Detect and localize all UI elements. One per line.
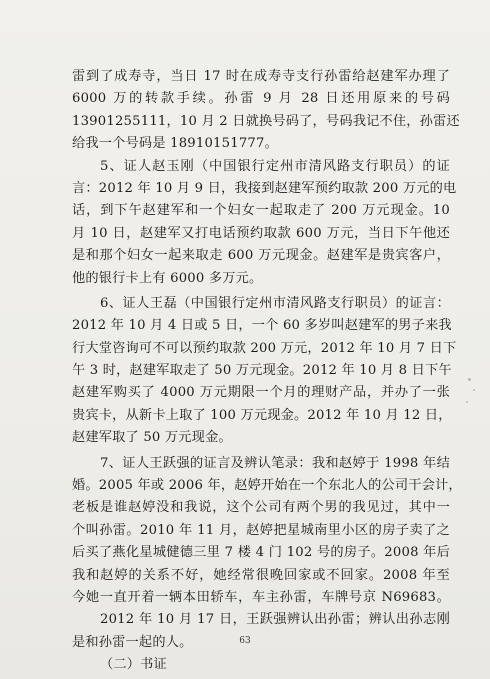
section-heading: （二）书证 xyxy=(100,657,167,673)
text-line: 月 10 日，赵建军又打电话预约取款 600 万元，当日下午他还 xyxy=(72,225,450,241)
page-number: 63 xyxy=(239,636,251,646)
scan-speck xyxy=(468,378,471,381)
text-line: 7、证人王跃强的证言及辨认笔录：我和赵婷于 1998 年结 xyxy=(100,455,450,471)
body-text xyxy=(72,66,462,677)
text-line: 他的银行卡上有 6000 多万元。 xyxy=(72,270,263,286)
text-line: 给我一个号码是 18910151777。 xyxy=(72,136,278,152)
text-line: 言：2012 年 10 月 9 日，我接到赵建军预约取款 200 万元的电 xyxy=(72,180,457,196)
text-line: 今她一直开着一辆本田轿车，车主孙雷，车牌号京 N69683。 xyxy=(72,589,450,605)
text-line: 13901255111，10 月 2 日就换号码了，号码我记不住，孙雷还 xyxy=(72,113,460,129)
text-line: 后买了燕化星城健德三里 7 楼 4 门 102 号的房子。2008 年后 xyxy=(72,545,450,561)
text-line: 行大堂咨询可不可以预约取款 200 万元，2012 年 10 月 7 日下 xyxy=(72,340,457,356)
text-line: 话，到下午赵建军和一个妇女一起取走了 200 万元现金。10 xyxy=(72,203,450,219)
text-line: 午 3 时，赵建军取走了 50 万元现金。2012 年 10 月 8 日下午 xyxy=(72,363,452,379)
text-line: 雷到了成寿寺，当日 17 时在成寿寺支行孙雷给赵建军办理了 xyxy=(72,69,450,84)
text-line: 是和孙雷一起的人。 xyxy=(72,634,193,650)
text-line: 赵建军购买了 4000 万元期限一个月的理财产品，并办了一张 xyxy=(72,385,450,401)
scan-speck xyxy=(473,389,475,391)
text-line: 2012 年 10 月 4 日或 5 日，一个 60 多岁叫赵建军的男子来我 xyxy=(72,318,452,334)
text-line: 2012 年 10 月 17 日，王跃强辨认出孙雷；辨认出孙志刚 xyxy=(100,612,450,628)
text-line: 5、证人赵玉刚（中国银行定州市清风路支行职员）的证 xyxy=(100,158,450,174)
text-line: 是和那个妇女一起来取走 600 万元现金。赵建军是贵宾客户， xyxy=(72,248,450,264)
text-line: 婚。2005 年或 2006 年，赵婷开始在一个东北人的公司干会计， xyxy=(72,478,462,494)
text-line: 6000 万的转款手续。孙雷 9 月 28 日还用原来的号码 xyxy=(72,91,450,107)
text-line: 我和赵婷的关系不好，她经常很晚回家或不回家。2008 年至 xyxy=(72,567,450,583)
text-line: 6、证人王磊（中国银行定州市清风路支行职员）的证言： xyxy=(100,295,450,311)
text-line: 赵建军取了 50 万元现金。 xyxy=(72,430,232,446)
text-line: 贵宾卡，从新卡上取了 100 万元现金。2012 年 10 月 12 日， xyxy=(72,407,452,423)
text-line: 个叫孙雷。2010 年 11 月，赵婷把星城南里小区的房子卖了之 xyxy=(72,522,450,538)
text-line: 老板是谁赵婷没和我说，这个公司有两个男的我见过，其中一 xyxy=(72,500,450,516)
scan-speck xyxy=(466,401,468,403)
